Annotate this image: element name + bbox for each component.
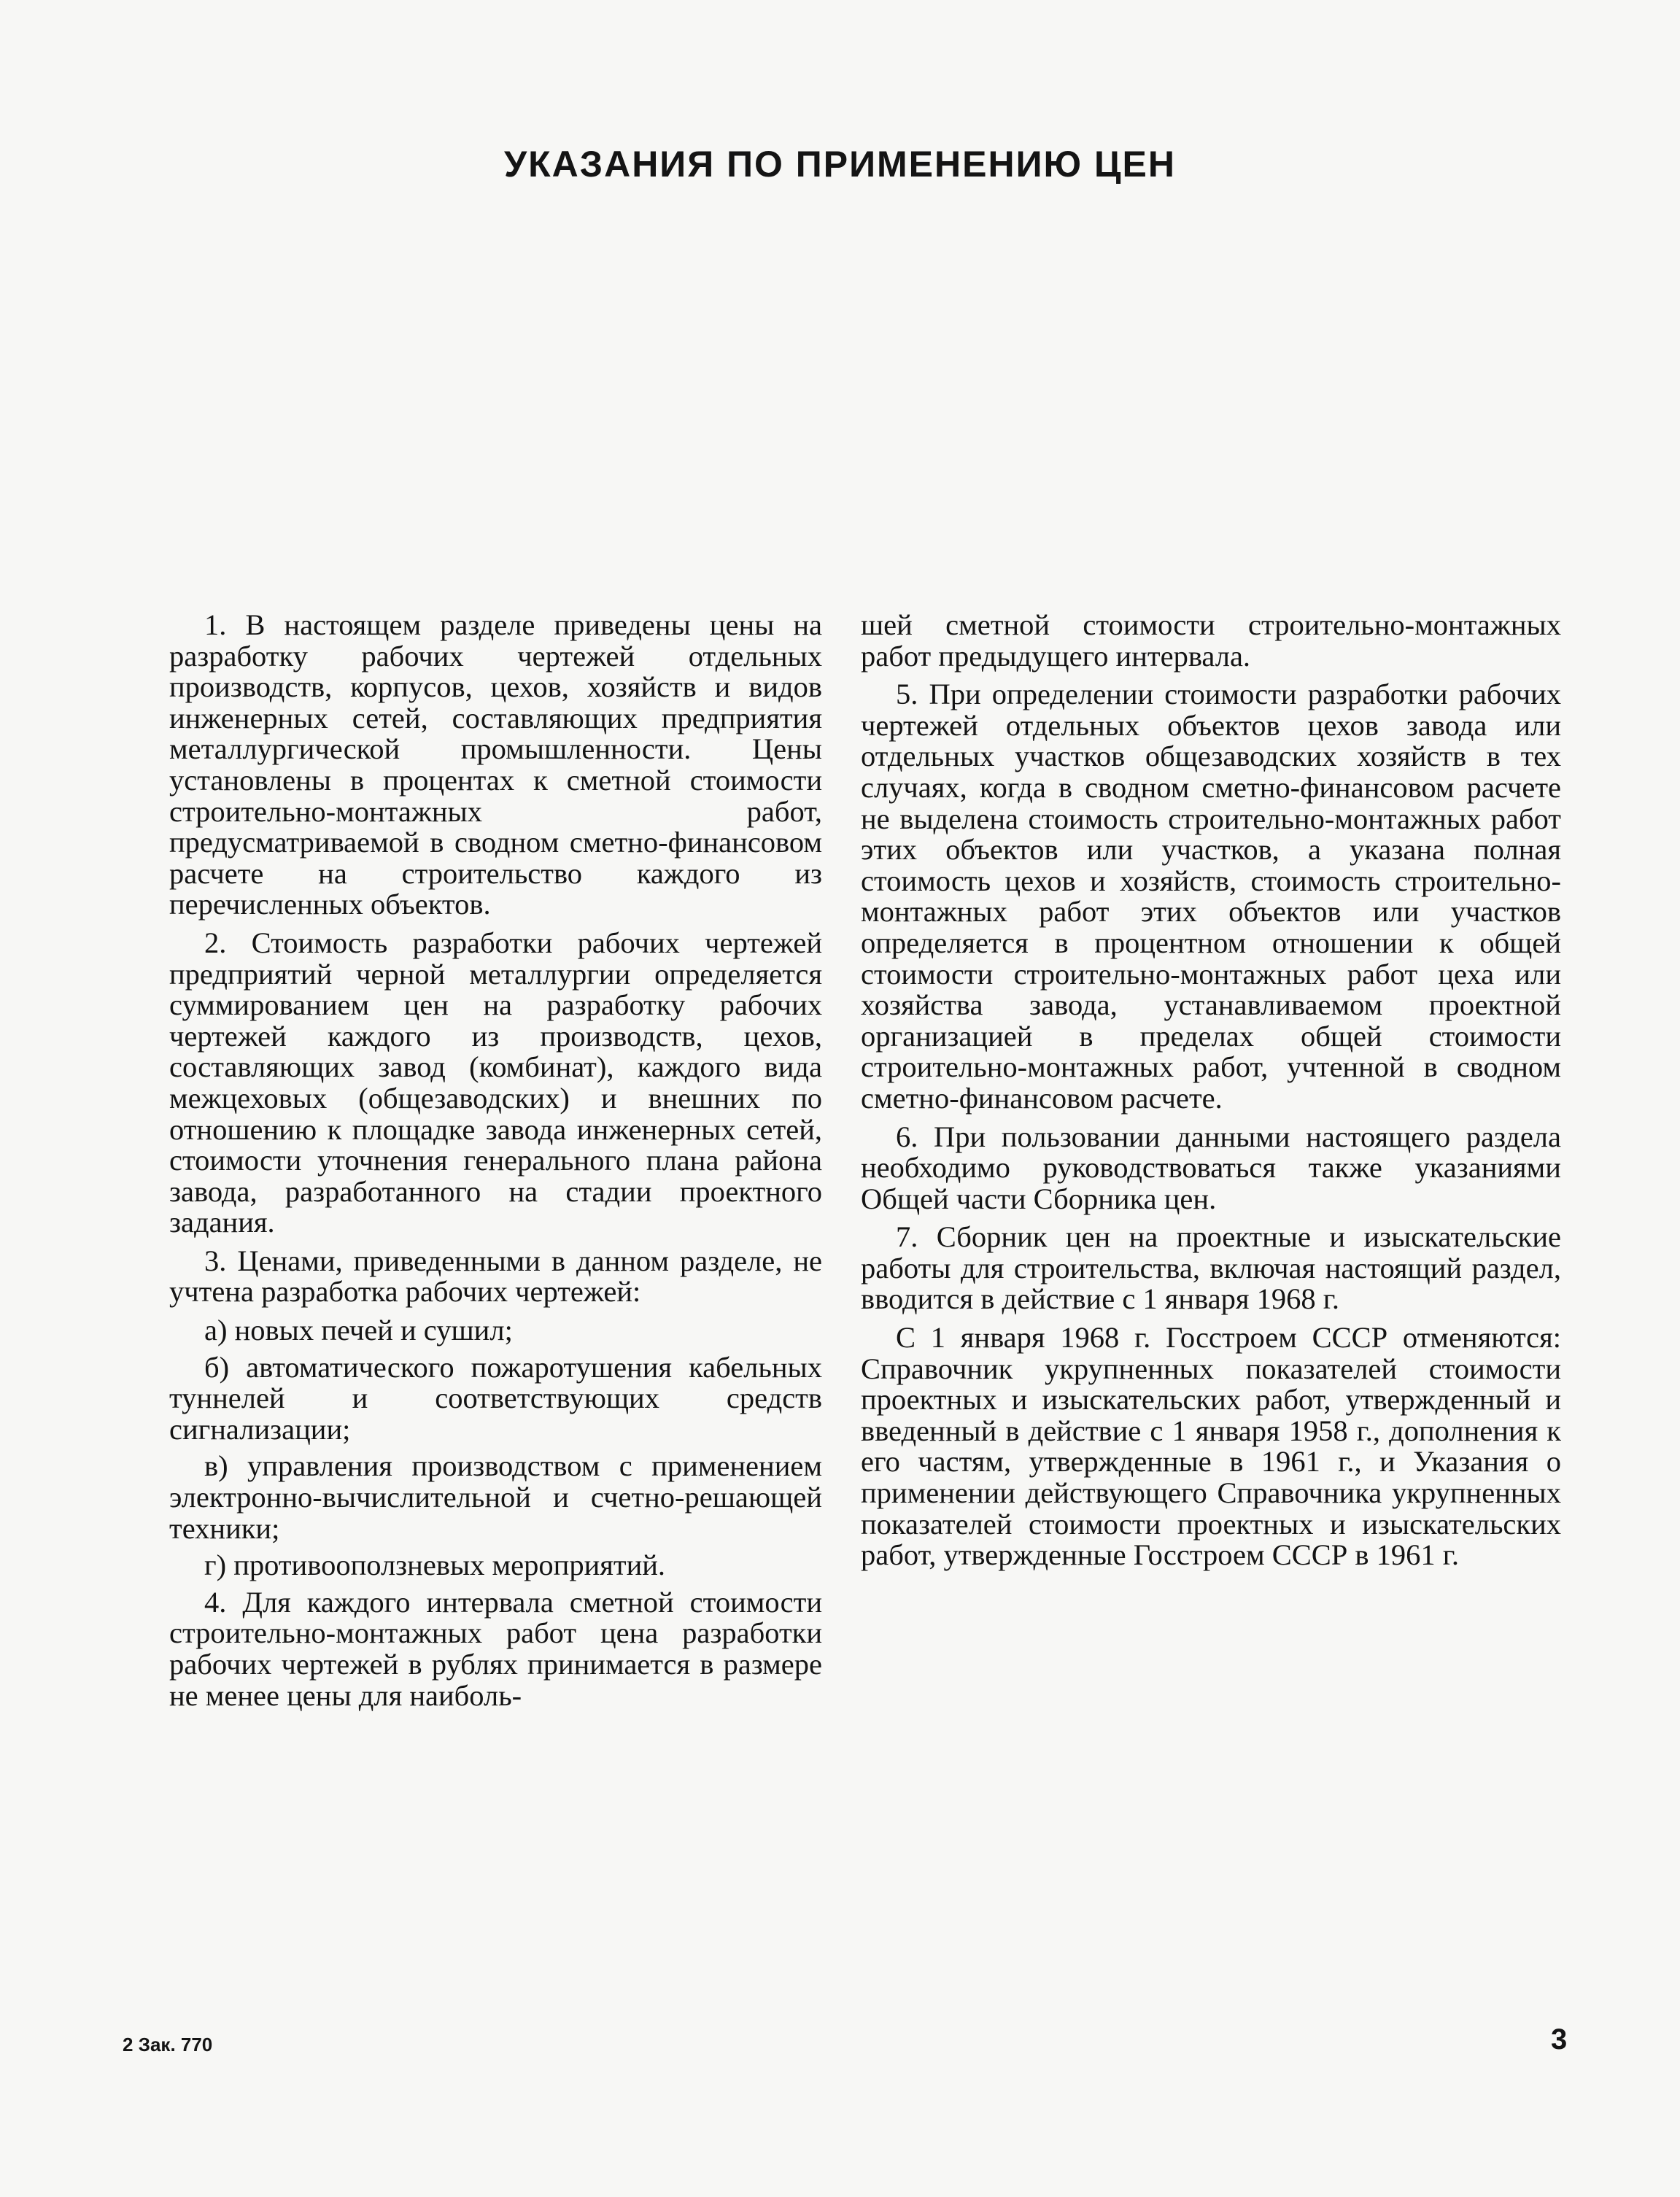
- list-item-a: а) новых печей и сушил;: [204, 1314, 513, 1347]
- paragraph-2: 2. Стоимость разработки рабочих чертежей предприятий черной металлургии определяется суммированием цен на разработку рабочих чертежей каждого из производств, цехов, составляющих завод (комбинат), каждого вида межцеховых (общезаводских) и внешних по отношению к площадке завода инженерных сетей, стоимости уточнения генерального плана района завода, разработанного на стадии проектного задания.: [169, 926, 822, 1239]
- list-item-v: в) управления производством с применением электронно-вычислительной и счетно-решающей техники;: [169, 1449, 822, 1545]
- list-item-b: б) автоматического пожаротушения кабельных туннелей и соответствующих средств сигнализации;: [169, 1350, 822, 1446]
- paragraph-1: 1. В настоящем разделе приведены цены на разработку рабочих чертежей отдельных производств, корпусов, цехов, хозяйств и видов инженерных сетей, составляющих предприятия металлургической промышленности. Цены установлены в процентах к сметной стоимости строительно-монтажных работ, предусматриваемой в сводном сметно-финансовом расчете на строительство каждого из перечисленных объектов.: [169, 608, 822, 921]
- paragraph-3: 3. Ценами, приведенными в данном разделе, не учтена разработка рабочих чертежей:: [169, 1244, 822, 1309]
- paragraph-4: 4. Для каждого интервала сметной стоимости строительно-монтажных работ цена разработки рабочих чертежей в рублях принимается в размере не менее цены для наиболь-: [169, 1585, 822, 1712]
- order-mark: 2 Зак. 770: [123, 2034, 213, 2055]
- paragraph-7: 7. Сборник цен на проектные и изыскательские работы для строительства, включая настоящий раздел, вводится в действие с 1 января 1968 г.: [861, 1220, 1561, 1316]
- page-number: 3: [1551, 2023, 1568, 2055]
- right-column: [861, 610, 1561, 1578]
- paragraph-8: С 1 января 1968 г. Госстроем СССР отменяются: Справочник укрупненных показателей стоимости проектных и изыскательских работ, утвержденный и введенный в действие с 1 января 1958 г., дополнения к его частям, утвержденные в 1961 г., и Указания о применении действующего Справочника укрупненных показателей стоимости проектных и изыскательских работ, утвержденные Госстроем СССР в 1961 г.: [861, 1321, 1561, 1572]
- left-column: [169, 610, 822, 1719]
- page-title: УКАЗАНИЯ ПО ПРИМЕНЕНИЮ ЦЕН: [504, 144, 1176, 185]
- paragraph-4-continued: шей сметной стоимости строительно-монтажных работ предыдущего интервала.: [861, 608, 1561, 673]
- list-item-g: г) противооползневых мероприятий.: [204, 1549, 666, 1582]
- paragraph-6: 6. При пользовании данными настоящего раздела необходимо руководствоваться также указаниями Общей части Сборника цен.: [861, 1120, 1561, 1215]
- paragraph-5: 5. При определении стоимости разработки рабочих чертежей отдельных объектов цехов завода или отдельных участков общезаводских хозяйств в тех случаях, когда в сводном сметно-финансовом расчете не выделена стоимость строительно-монтажных работ этих объектов или участков, а указана полная стоимость цехов и хозяйств, стоимость строительно-монтажных работ этих объектов или участков определяется в процентном отношении к общей стоимости строительно-монтажных работ цеха или хозяйства завода, устанавливаемом проектной организацией в пределах общей стоимости строительно-монтажных работ, учтенной в сводном сметно-финансовом расчете.: [861, 678, 1561, 1115]
